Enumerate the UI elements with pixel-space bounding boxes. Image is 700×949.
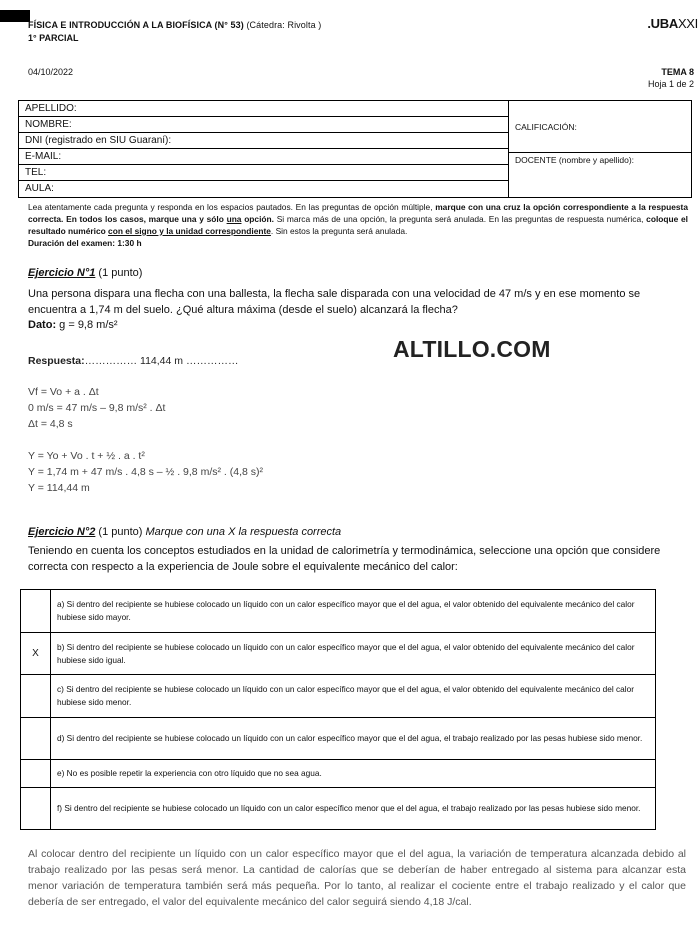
ex2-options-table bbox=[20, 589, 656, 830]
solution-line: Y = 114,44 m bbox=[28, 482, 90, 494]
instr-part2: Si marca más de una opción, la pregunta será anulada. En las preguntas de respuesta numérica, bbox=[273, 214, 647, 224]
exam-duration: Duración del examen: 1:30 h bbox=[28, 238, 142, 248]
solution-line: Δt = 4,8 s bbox=[28, 418, 73, 430]
option-text: a) Si dentro del recipiente se hubiese colocado un líquido con un calor específico mayor que el del agua, el valor obtenido del equivalente mecánico del calor hubiese sido mayor. bbox=[51, 590, 656, 633]
black-tab bbox=[0, 10, 30, 22]
option-row[interactable] bbox=[21, 590, 656, 633]
option-text: e) No es posible repetir la experiencia con otro líquido que no sea agua. bbox=[51, 760, 656, 788]
option-text: d) Si dentro del recipiente se hubiese colocado un líquido con un calor específico mayor que el del agua, el trabajo realizado por las pesas hubiese sido menor. bbox=[51, 718, 656, 760]
uba-logo bbox=[647, 16, 698, 31]
option-text: c) Si dentro del recipiente se hubiese colocado un líquido con un calor específico mayor que el del agua, el valor obtenido del equivalente mecánico del calor hubiese sido menor. bbox=[51, 675, 656, 718]
ex1-answer-label: Respuesta: bbox=[28, 355, 85, 367]
solution-line: Vf = Vo + a . Δt bbox=[28, 386, 99, 398]
field-calificacion: CALIFICACIÓN: bbox=[509, 101, 691, 153]
ex1-dato-value: g = 9,8 m/s² bbox=[56, 319, 118, 331]
page-number: Hoja 1 de 2 bbox=[647, 79, 694, 89]
solution-line: Y = 1,74 m + 47 m/s . 4,8 s – ½ . 9,8 m/s² . (4,8 s)² bbox=[28, 466, 263, 478]
uba-logo-main: .UBA bbox=[647, 16, 678, 31]
option-row[interactable] bbox=[21, 633, 656, 675]
option-row[interactable] bbox=[21, 760, 656, 788]
exam-date: 04/10/2022 bbox=[28, 67, 74, 77]
field-docente: DOCENTE (nombre y apellido): bbox=[515, 155, 635, 165]
student-id-table bbox=[18, 100, 692, 198]
instr-bold1-underline: una bbox=[226, 214, 242, 224]
course-title-bold: FÍSICA E INTRODUCCIÓN A LA BIOFÍSICA (N° 53) bbox=[28, 20, 244, 30]
ex1-answer bbox=[28, 355, 238, 367]
instructions bbox=[28, 201, 688, 249]
ex1-points: (1 punto) bbox=[95, 267, 143, 279]
field-aula[interactable]: AULA: bbox=[25, 183, 54, 194]
course-title bbox=[28, 20, 321, 30]
field-apellido[interactable]: APELLIDO: bbox=[19, 101, 508, 117]
field-email[interactable]: E-MAIL: bbox=[19, 149, 508, 165]
ex1-dato bbox=[28, 319, 118, 331]
ex2-explanation: Al colocar dentro del recipiente un líquido con un calor específico mayor que el del agua, la variación de temperatura alcanzada debido al trabajo realizado por las pesas será menor. La cantidad de calorías que se deberían de haber entregado al sistema para alcanzar esta menor variación de temperatura también será más pequeña. Por lo tanto, al realizar el cociente entre el trabajo realizado y el calor que debería de ser entregado, el valor del equivalente mecánico del calor seguirá siendo 4,18 J/cal. bbox=[28, 848, 686, 908]
instr-bold2-text: coloque el resultado numérico bbox=[28, 214, 688, 236]
instr-part1: Lea atentamente cada pregunta y responda en los espacios pautados. En las preguntas de opción múltiple, bbox=[28, 202, 436, 212]
option-text: f) Si dentro del recipiente se hubiese colocado un líquido con un calor específico menor que el del agua, el trabajo realizado por las pesas hubiese sido menor. bbox=[51, 788, 656, 830]
option-mark[interactable] bbox=[21, 760, 51, 788]
option-mark[interactable] bbox=[21, 788, 51, 830]
instr-bold1-text: marque con una cruz la opción correspondiente a la respuesta correcta. En todos los casos, marque una y sólo bbox=[28, 202, 688, 224]
field-dni[interactable]: DNI (registrado en SIU Guaraní): bbox=[19, 133, 508, 149]
exam-subtitle: 1° PARCIAL bbox=[28, 33, 79, 43]
option-row[interactable] bbox=[21, 675, 656, 718]
ex2-points: (1 punto) bbox=[95, 526, 146, 538]
field-tel[interactable]: TEL: bbox=[19, 165, 508, 181]
tema-label: TEMA 8 bbox=[661, 67, 694, 77]
ex2-instruction: Marque con una X la respuesta correcta bbox=[145, 526, 342, 538]
watermark: ALTILLO.COM bbox=[393, 336, 551, 362]
uba-logo-suffix: XXI bbox=[677, 16, 698, 31]
ex2-label: Ejercicio N°2 bbox=[28, 526, 96, 538]
solution-spacer bbox=[28, 432, 263, 448]
option-row[interactable] bbox=[21, 788, 656, 830]
grading-fields bbox=[509, 101, 691, 197]
ex1-dato-label: Dato: bbox=[28, 319, 57, 331]
field-nombre[interactable]: NOMBRE: bbox=[19, 117, 508, 133]
ex1-label: Ejercicio N°1 bbox=[28, 267, 96, 279]
ex1-statement: Una persona dispara una flecha con una ballesta, la flecha sale disparada con una velocidad de 47 m/s y en ese momento se encuentra a 1,74 m del suelo. ¿Qué altura máxima (desde el suelo) alcanzará la flecha? bbox=[28, 288, 641, 316]
ex1-heading bbox=[28, 267, 142, 279]
option-mark[interactable] bbox=[21, 590, 51, 633]
ex2-statement: Teniendo en cuenta los conceptos estudiados en la unidad de calorimetría y termodinámica, seleccione una opción que considere correcta con respecto a la experiencia de Joule sobre el equivalente mecánico del calor: bbox=[28, 545, 661, 573]
instr-bold1-end: opción. bbox=[241, 214, 274, 224]
course-title-chair: (Cátedra: Rivolta ) bbox=[246, 20, 322, 30]
solution-line: 0 m/s = 47 m/s – 9,8 m/s² . Δt bbox=[28, 402, 166, 414]
ex1-solution bbox=[28, 384, 263, 496]
instr-bold2-underline: con el signo y la unidad correspondiente bbox=[108, 226, 271, 236]
student-fields bbox=[19, 101, 509, 197]
option-mark[interactable]: X bbox=[21, 633, 51, 675]
option-mark[interactable] bbox=[21, 675, 51, 718]
instr-part3: . Sin estos la pregunta será anulada. bbox=[270, 226, 408, 236]
ex2-heading bbox=[28, 526, 341, 538]
option-text: b) Si dentro del recipiente se hubiese colocado un líquido con un calor específico mayor que el del agua, el valor obtenido del equivalente mecánico del calor hubiese sido igual. bbox=[51, 633, 656, 675]
solution-line: Y = Yo + Vo . t + ½ . a . t² bbox=[28, 450, 145, 462]
ex1-answer-value: …………… 114,44 m …………… bbox=[84, 355, 239, 367]
option-row[interactable] bbox=[21, 718, 656, 760]
option-mark[interactable] bbox=[21, 718, 51, 760]
